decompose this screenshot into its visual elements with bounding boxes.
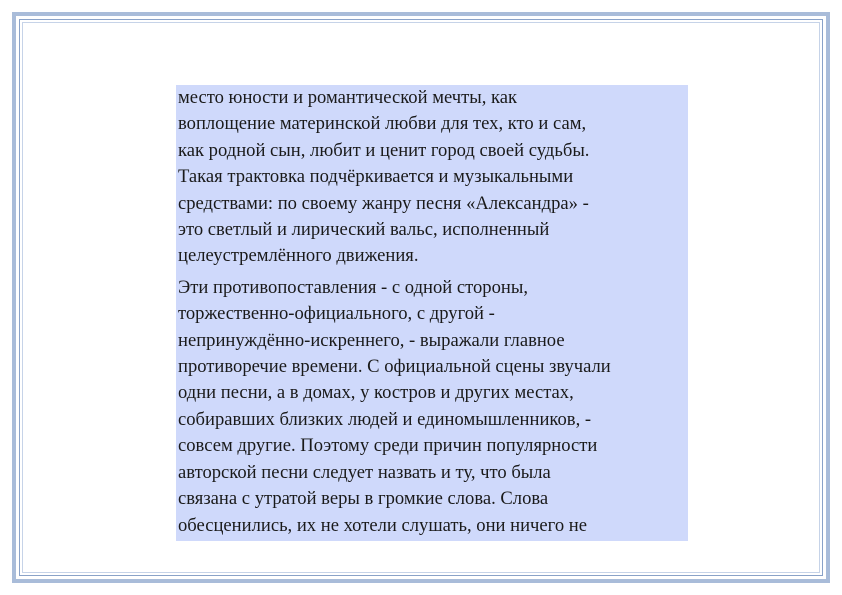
paragraph-1: место юности и романтической мечты, как воплощение материнской любви для тех, кто и сам, как родной сын, любит и ценит город своей судьбы. Такая трактовка подчёркивается и музыкальными средствами: по своему жанру песня «Александра» - это светлый и лирический вальс, исполненный целеустремлённого движения. <box>178 87 590 267</box>
paragraph-2: Эти противопоставления - с одной стороны, торжественно-официального, с другой - непринуждённо-искреннего, - выражали главное противоречие времени. С официальной сцены звучали одни песни, а в домах, у костров и других местах, собиравших близких людей и единомышленников, - совсем другие. Поэтому среди причин популярности авторской песни следует назвать и ту, что была связана с утратой веры в громкие слова. Слова обесценились, их не хотели слушать, они ничего не <box>178 276 611 536</box>
text-block <box>176 85 688 541</box>
